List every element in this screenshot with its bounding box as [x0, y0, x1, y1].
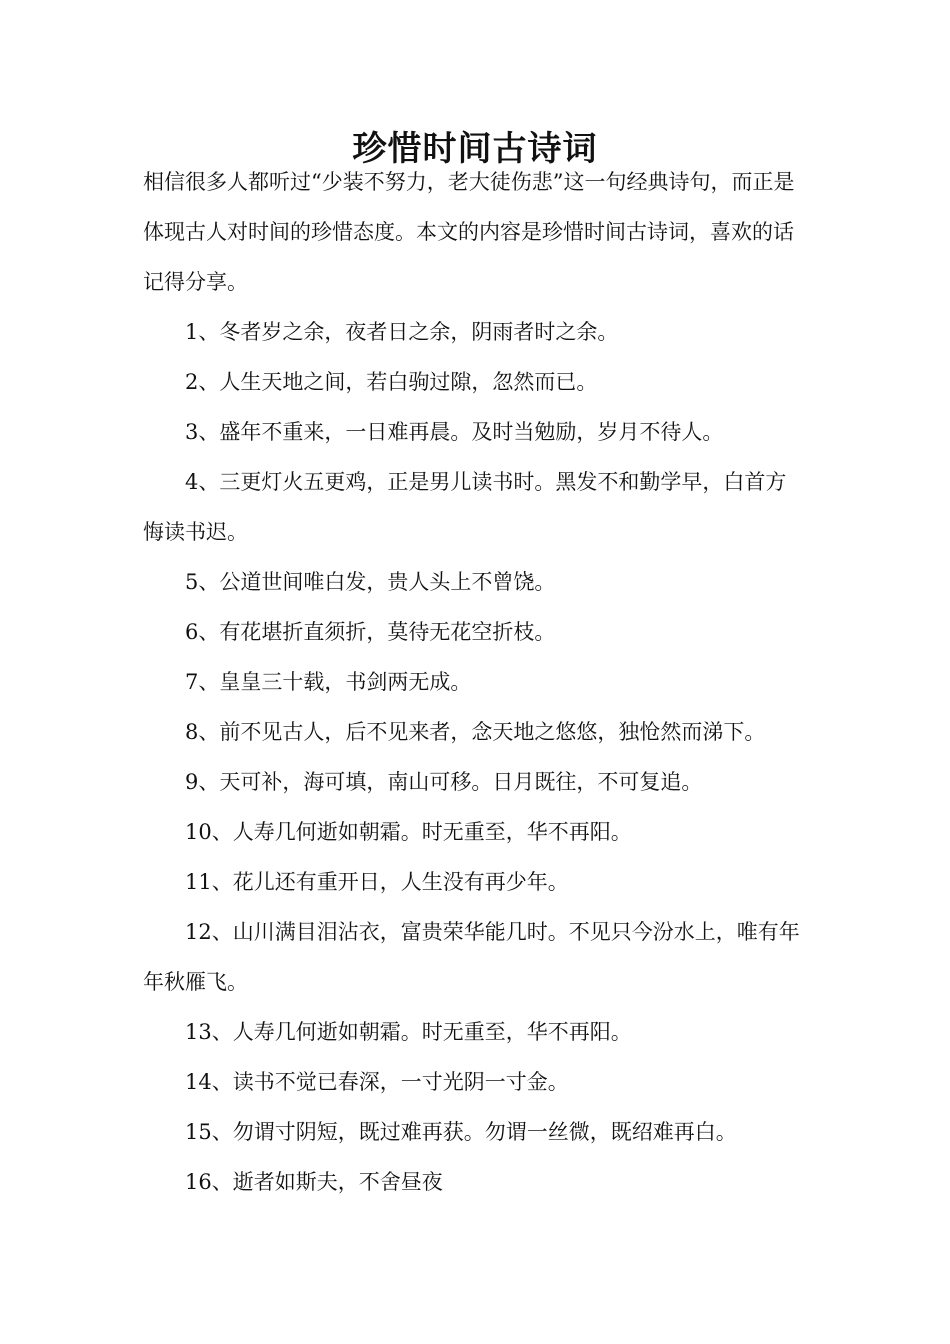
poem-item-text: 前不见古人，后不见来者，念天地之悠悠，独怆然而涕下。: [219, 720, 766, 744]
poem-item: [143, 1007, 807, 1057]
poem-item-text: 人生天地之间，若白驹过隙，忽然而已。: [219, 370, 598, 394]
poem-item-number: 4、: [185, 470, 220, 494]
poem-item: [143, 707, 807, 757]
poem-item: [143, 1107, 807, 1157]
poem-item-number: 11、: [185, 870, 233, 894]
poem-list: [143, 307, 807, 1207]
poem-item-number: 12、: [185, 920, 233, 944]
poem-item-number: 7、: [185, 670, 220, 694]
document-title: 珍惜时间古诗词: [352, 128, 598, 169]
poem-item-text: 花儿还有重开日，人生没有再少年。: [232, 870, 569, 894]
poem-item: [143, 607, 807, 657]
poem-item-text: 冬者岁之余，夜者日之余，阴雨者时之余。: [219, 320, 619, 344]
poem-item-number: 3、: [185, 420, 220, 444]
poem-item: [143, 407, 807, 457]
poem-item-text: 皇皇三十载，书剑两无成。: [219, 670, 472, 694]
poem-item: [143, 1057, 807, 1107]
poem-item-number: 6、: [185, 620, 220, 644]
poem-item-number: 1、: [185, 320, 220, 344]
intro-paragraph: 相信很多人都听过“少装不努力，老大徒伤悲”这一句经典诗句，而正是体现古人对时间的珍惜态度。本文的内容是珍惜时间古诗词，喜欢的话记得分享。: [143, 170, 795, 294]
document-body: [143, 157, 807, 1207]
poem-item-text: 逝者如斯夫，不舍昼夜: [232, 1170, 443, 1194]
poem-item: [143, 457, 807, 557]
poem-item-text: 人寿几何逝如朝霜。时无重至，华不再阳。: [232, 1020, 632, 1044]
poem-item-number: 10、: [185, 820, 233, 844]
poem-item: [143, 807, 807, 857]
poem-item: [143, 307, 807, 357]
poem-item: [143, 907, 807, 1007]
poem-item-number: 15、: [185, 1120, 233, 1144]
poem-item: [143, 1157, 807, 1207]
poem-item: [143, 557, 807, 607]
poem-item-number: 8、: [185, 720, 220, 744]
poem-item-number: 2、: [185, 370, 220, 394]
poem-item-number: 13、: [185, 1020, 233, 1044]
poem-item-number: 9、: [185, 770, 220, 794]
poem-item: [143, 757, 807, 807]
poem-item-number: 16、: [185, 1170, 233, 1194]
poem-item: [143, 657, 807, 707]
poem-item-text: 有花堪折直须折，莫待无花空折枝。: [219, 620, 556, 644]
poem-item-number: 14、: [185, 1070, 233, 1094]
poem-item-text: 山川满目泪沾衣，富贵荣华能几时。不见只今汾水上，唯有年年秋雁飞。: [143, 920, 800, 994]
poem-item-text: 读书不觉已春深，一寸光阴一寸金。: [232, 1070, 569, 1094]
poem-item-text: 人寿几何逝如朝霜。时无重至，华不再阳。: [232, 820, 632, 844]
poem-item-text: 勿谓寸阴短，既过难再获。勿谓一丝微，既绍难再白。: [232, 1120, 737, 1144]
poem-item-number: 5、: [185, 570, 220, 594]
poem-item-text: 盛年不重来，一日难再晨。及时当勉励，岁月不待人。: [219, 420, 724, 444]
poem-item-text: 天可补，海可填，南山可移。日月既往，不可复追。: [219, 770, 703, 794]
poem-item: [143, 357, 807, 407]
poem-item-text: 三更灯火五更鸡，正是男儿读书时。黑发不和勤学早，白首方悔读书迟。: [143, 470, 787, 544]
poem-item: [143, 857, 807, 907]
poem-item-text: 公道世间唯白发，贵人头上不曾饶。: [219, 570, 556, 594]
